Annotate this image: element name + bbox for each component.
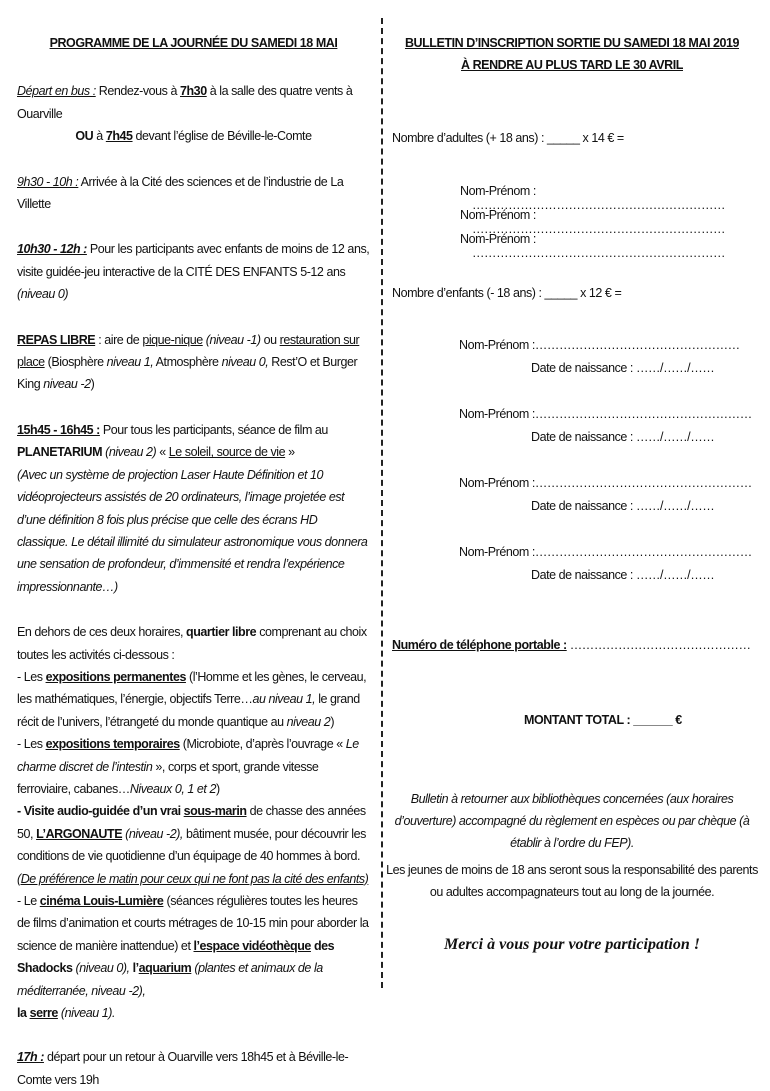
name-dots: ……………………………………………………… bbox=[472, 222, 726, 236]
programme-column bbox=[17, 32, 370, 1091]
planetarium-t1: Pour tous les participants, séance de film au bbox=[99, 422, 328, 437]
bulletin-title-1: BULLETIN D’INSCRIPTION SORTIE DU SAMEDI 18 MAI 2019 bbox=[404, 36, 740, 50]
depart-ou: OU bbox=[75, 129, 94, 144]
serre-lvl: (niveau 1). bbox=[57, 1006, 116, 1021]
cite-enfants-label: 10h30 - 12h : bbox=[17, 242, 87, 257]
enfants-count-line[interactable]: Nombre d’enfants (- 18 ans) : _____ x 12 € = bbox=[392, 286, 622, 300]
child-dob-1[interactable]: Date de naissance : ……/……/…… bbox=[531, 361, 715, 375]
child-dob-4[interactable]: Date de naissance : ……/……/…… bbox=[531, 568, 715, 582]
phone-dots: ……………………………………… bbox=[566, 638, 751, 652]
name-dots: ……………………………………………… bbox=[534, 545, 752, 559]
depart-paragraph bbox=[17, 80, 370, 147]
name-dots: …………………………………………… bbox=[534, 338, 740, 352]
cinema-t4: l’ bbox=[129, 961, 139, 976]
repas-lvl4: niveau -2 bbox=[43, 377, 91, 392]
shadocks: des Shadocks bbox=[17, 938, 335, 976]
depart-time-1: 7h30 bbox=[180, 84, 207, 99]
bulletin-title bbox=[384, 32, 760, 76]
name-dots: ……………………………………………………… bbox=[472, 246, 726, 260]
expo-perm-lvl: au niveau 1, bbox=[252, 692, 316, 707]
expo-perm-t3: le grand récit de l’univers, l’étrangeté du monde quantique au bbox=[17, 692, 360, 729]
phone-label: Numéro de téléphone portable : bbox=[392, 638, 567, 652]
sm-pref: (De préférence le matin pour ceux qui ne font pas la cité des enfants) bbox=[17, 871, 369, 886]
libre-t2: comprenant au choix toutes les activités ci-dessous : bbox=[17, 625, 367, 662]
depart-text-1: Rendez-vous à bbox=[95, 84, 180, 99]
libre-line bbox=[17, 621, 370, 666]
repas-lvl3: niveau 0, bbox=[221, 355, 269, 370]
aquarium-name: aquarium bbox=[138, 961, 192, 976]
nom-prenom-label: Nom-Prénom : bbox=[460, 208, 536, 222]
espace-video: l’espace vidéothèque bbox=[193, 938, 311, 953]
retour-label: 17h : bbox=[17, 1050, 44, 1065]
repas-t5: Rest’O et Burger King bbox=[17, 355, 358, 392]
name-dots: ……………………………………………… bbox=[534, 407, 752, 421]
bulletin-column bbox=[384, 32, 760, 953]
sm-t1: - Visite audio-guidée d’un vrai bbox=[17, 804, 184, 819]
expo-perm-t1: - Les bbox=[17, 669, 46, 684]
nom-prenom-label: Nom-Prénom : bbox=[460, 184, 536, 198]
repas-t3: (Biosphère bbox=[44, 355, 107, 370]
depart-label: Départ en bus : bbox=[17, 84, 96, 99]
expo-perm-lvl2: niveau 2 bbox=[286, 714, 331, 729]
nom-prenom-label: Nom-Prénom : bbox=[459, 476, 535, 490]
planetarium-t3: » bbox=[285, 445, 295, 460]
cinema-t1: - Le bbox=[17, 894, 40, 908]
cite-enfants-level: (niveau 0) bbox=[17, 287, 69, 302]
depart-alt-line bbox=[17, 125, 370, 147]
serre-name: serre bbox=[29, 1006, 58, 1021]
planetarium-lvl: (niveau 2) bbox=[102, 445, 157, 460]
child-dob-3[interactable]: Date de naissance : ……/……/…… bbox=[531, 499, 715, 513]
planetarium-paragraph bbox=[17, 419, 370, 598]
repas-lvl1: (niveau -1) bbox=[202, 332, 261, 347]
phone-line[interactable] bbox=[392, 638, 751, 652]
argonaute-name: L’ARGONAUTE bbox=[36, 826, 123, 841]
expo-perm-t4: ) bbox=[330, 714, 335, 729]
repas-t2: ou bbox=[260, 332, 280, 347]
expo-temp-t2: (Microbiote, d’après l’ouvrage « bbox=[179, 737, 346, 752]
repas-t6: ) bbox=[90, 377, 95, 392]
name-dots: ……………………………………………………… bbox=[472, 198, 726, 212]
cite-enfants-paragraph bbox=[17, 238, 370, 305]
repas-paragraph bbox=[17, 329, 370, 396]
sm-t3: bâtiment musée, pour découvrir les conditions de vie quotidienne d’un équipage de 40 hommes à bord. bbox=[17, 826, 366, 864]
name-dots: ……………………………………………… bbox=[534, 476, 752, 490]
depart-text-4: devant l’église de Béville-le-Comte bbox=[132, 129, 312, 144]
expo-temp-name: expositions temporaires bbox=[45, 737, 180, 752]
programme-title: PROGRAMME DE LA JOURNÉE DU SAMEDI 18 MAI bbox=[49, 36, 338, 50]
return-note: Bulletin à retourner aux bibliothèques concernées (aux horaires d’ouverture) accompagné du règlement en espèces ou par chèque (à établir à l’ordre du FEP). bbox=[394, 792, 750, 850]
bulletin-title-2: À RENDRE AU PLUS TARD LE 30 AVRIL bbox=[461, 58, 683, 72]
cite-enfants-text: Pour les participants avec enfants de moins de 12 ans, visite guidée-jeu interactive de la CITÉ DES ENFANTS 5-12 ans bbox=[17, 242, 370, 279]
depart-time-2: 7h45 bbox=[105, 129, 133, 144]
expo-temp-t1: - Les bbox=[17, 737, 46, 752]
aquarium-desc: (plantes et animaux de la méditerranée, niveau -2), bbox=[17, 961, 323, 998]
activities-block bbox=[17, 621, 370, 1024]
serre-la: la bbox=[17, 1006, 30, 1021]
planetarium-description: (Avec un système de projection Laser Haute Définition et 10 vidéoprojecteurs assistés de 20 ordinateurs, l’image projetée est d’une définition 8 fois plus précise que celle des écrans HD classique. Le détail illimité du simulateur astronomique vous donnera une sensation de profondeur, d’immensité et rendra l’expérience impressionnante…) bbox=[17, 467, 368, 594]
libre-quartier: quartier libre bbox=[186, 625, 257, 640]
arrivee-text: Arrivée à la Cité des sciences et de l’industrie de La Villette bbox=[17, 174, 344, 212]
expo-temp-t4: ) bbox=[215, 781, 220, 796]
expo-temp-t3: », corps et sport, grande vitesse ferroviaire, cabanes… bbox=[17, 759, 319, 796]
cinema-t2: (séances régulières toutes les heures de films d’animation et courts métrages de 10-15 min pour aborder la science de manière inattendue) et bbox=[17, 894, 369, 953]
repas-label: REPAS LIBRE bbox=[17, 332, 96, 347]
nom-prenom-label: Nom-Prénom : bbox=[459, 545, 535, 559]
planetarium-label: 15h45 - 16h45 : bbox=[17, 422, 100, 437]
sm-lvl: (niveau -2), bbox=[122, 826, 183, 841]
sm-t2: de chasse des années 50, bbox=[17, 804, 366, 841]
serre bbox=[17, 1002, 370, 1024]
depart-text-2: à la salle des quatre vents à Ouarville bbox=[17, 84, 353, 121]
nom-prenom-label: Nom-Prénom : bbox=[459, 407, 535, 421]
cut-divider bbox=[381, 18, 383, 988]
arrivee-paragraph bbox=[17, 171, 370, 216]
depart-text-3: à bbox=[93, 129, 106, 144]
repas-resto: restauration sur place bbox=[17, 332, 360, 370]
planetarium-name: PLANETARIUM bbox=[17, 445, 103, 460]
repas-t4: Atmosphère bbox=[153, 355, 222, 370]
repas-t1: : aire de bbox=[95, 332, 143, 347]
expo-perm-name: expositions permanentes bbox=[45, 669, 186, 684]
child-name-row-1[interactable] bbox=[459, 338, 740, 352]
child-name-row-2[interactable] bbox=[459, 407, 752, 421]
arrivee-label: 9h30 - 10h : bbox=[17, 174, 79, 189]
expo-perm-t2: (l’Homme et les gènes, le cerveau, les mathématiques, l’énergie, objectifs Terre… bbox=[17, 669, 367, 707]
adultes-count-line[interactable]: Nombre d’adultes (+ 18 ans) : _____ x 14 € = bbox=[392, 131, 624, 145]
cinema-lvl: (niveau 0), bbox=[72, 961, 130, 976]
child-name-row-4[interactable] bbox=[459, 545, 752, 559]
expo-temp-book: Le charme discret de l’intestin bbox=[17, 737, 359, 774]
retour-paragraph bbox=[17, 1046, 370, 1091]
libre-t1: En dehors de ces deux horaires, bbox=[17, 625, 187, 640]
nom-prenom-label: Nom-Prénom : bbox=[460, 232, 536, 246]
expo-temp-lvl: Niveaux 0, 1 et 2 bbox=[129, 781, 216, 796]
sm-name: sous-marin bbox=[183, 804, 247, 819]
sous-marin bbox=[17, 800, 370, 890]
retour-text: départ pour un retour à Ouarville vers 18h45 et à Béville-le-Comte vers 19h bbox=[17, 1050, 349, 1087]
repas-lvl2: niveau 1, bbox=[106, 355, 154, 370]
planetarium-t2: « bbox=[156, 445, 169, 460]
expo-permanentes bbox=[17, 666, 370, 733]
planetarium-film: Le soleil, source de vie bbox=[168, 445, 286, 460]
child-name-row-3[interactable] bbox=[459, 476, 752, 490]
thanks-message: Merci à vous pour votre participation ! bbox=[443, 936, 700, 953]
responsibility-note: Les jeunes de moins de 18 ans seront sous la responsabilité des parents ou adultes accompagnateurs tout au long de la journée. bbox=[386, 863, 758, 899]
cinema bbox=[17, 890, 370, 1002]
cinema-name: cinéma Louis-Lumière bbox=[39, 894, 164, 908]
adult-name-row-3[interactable] bbox=[460, 232, 760, 260]
nom-prenom-label: Nom-Prénom : bbox=[459, 338, 535, 352]
repas-pique: pique-nique bbox=[142, 332, 203, 347]
child-dob-2[interactable]: Date de naissance : ……/……/…… bbox=[531, 430, 715, 444]
expo-temporaires bbox=[17, 733, 370, 800]
montant-total[interactable]: MONTANT TOTAL : ______ € bbox=[524, 713, 682, 727]
